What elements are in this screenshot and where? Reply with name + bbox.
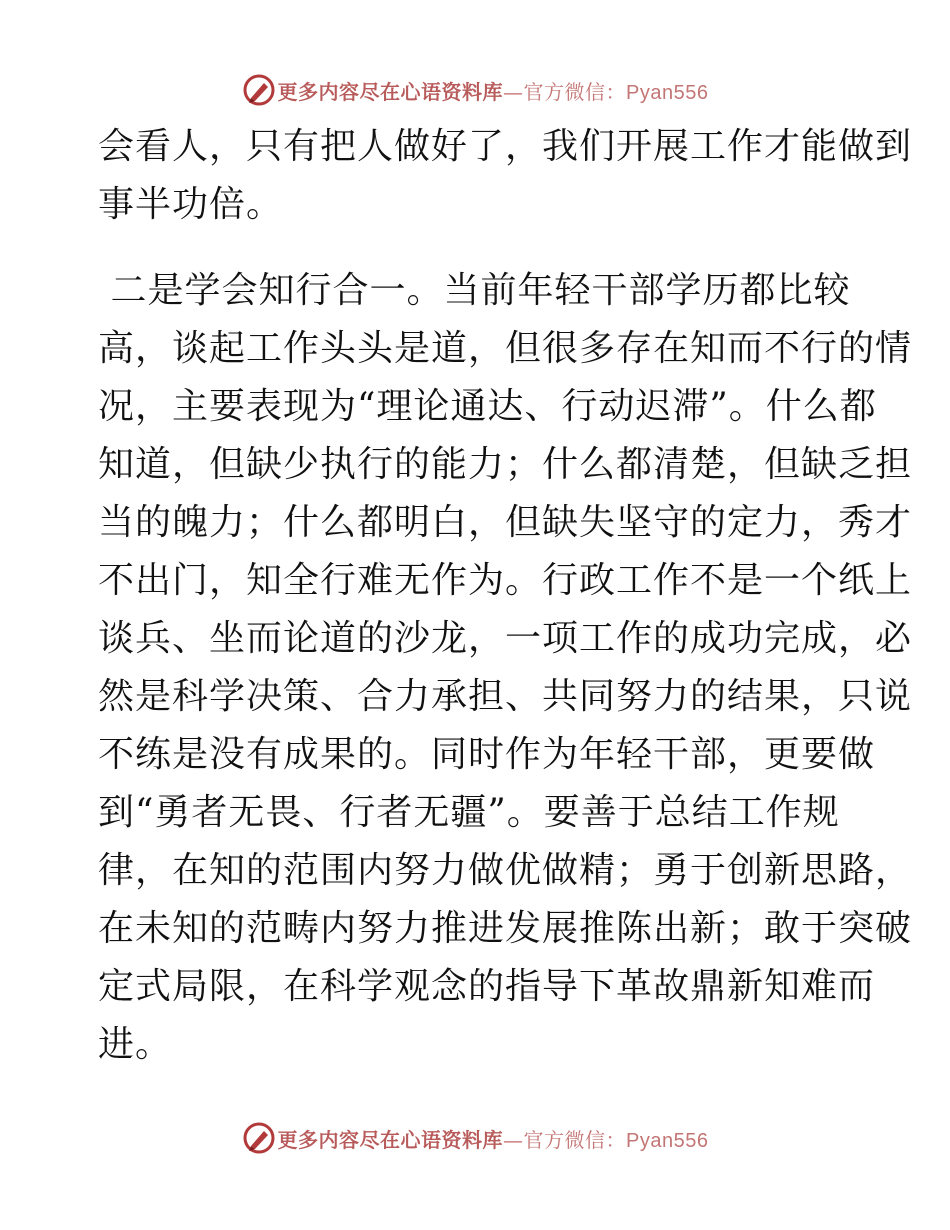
text-line: 会看人，只有把人做好了，我们开展工作才能做到 (98, 126, 913, 167)
footer-banner (0, 1118, 950, 1158)
text-line: 事半功倍。 (98, 184, 284, 225)
header-dash: — (503, 79, 524, 104)
footer-dash: — (503, 1127, 524, 1152)
text-line: 定式局限，在科学观念的指导下革故鼎新知难而 (98, 966, 876, 1007)
paragraph-2 (98, 262, 913, 1074)
text-line: 当的魄力；什么都明白，但缺失坚守的定力，秀才 (98, 502, 913, 543)
body-text (98, 118, 913, 1074)
text-line: 然是科学决策、合力承担、共同努力的结果，只说 (98, 676, 913, 717)
text-line: 二是学会知行合一。当前年轻干部学历都比较 (98, 270, 851, 311)
text-line: 律，在知的范围内努力做优做精；勇于创新思路， (98, 850, 913, 891)
text-line: 进。 (98, 1024, 173, 1065)
text-line: 高，谈起工作头头是道，但很多存在知而不行的情 (98, 328, 913, 369)
text-line: 知道，但缺少执行的能力；什么都清楚，但缺乏担 (98, 444, 913, 485)
text-line: 况，主要表现为“理论通达、行动迟滞”。什么都 (98, 386, 877, 427)
footer-banner-text (278, 1124, 709, 1153)
text-line: 谈兵、坐而论道的沙龙，一项工作的成功完成，必 (98, 618, 913, 659)
text-line: 到“勇者无畏、行者无疆”。要善于总结工作规 (98, 792, 840, 833)
header-brand: 更多内容尽在心语资料库 (277, 79, 504, 104)
paragraph-1 (98, 118, 913, 234)
footer-wechat: 官方微信：Pyan556 (523, 1129, 709, 1152)
text-line: 在未知的范畴内努力推进发展推陈出新；敢于突破 (98, 908, 913, 949)
text-line: 不出门，知全行难无作为。行政工作不是一个纸上 (98, 560, 913, 601)
pen-logo-icon (242, 73, 276, 107)
header-banner (0, 70, 950, 110)
paragraph-gap (98, 234, 858, 262)
footer-brand: 更多内容尽在心语资料库 (277, 1127, 504, 1152)
pen-logo-icon (242, 1121, 276, 1155)
header-wechat: 官方微信：Pyan556 (523, 81, 709, 104)
header-banner-text (278, 76, 709, 105)
text-line: 不练是没有成果的。同时作为年轻干部，更要做 (98, 734, 876, 775)
